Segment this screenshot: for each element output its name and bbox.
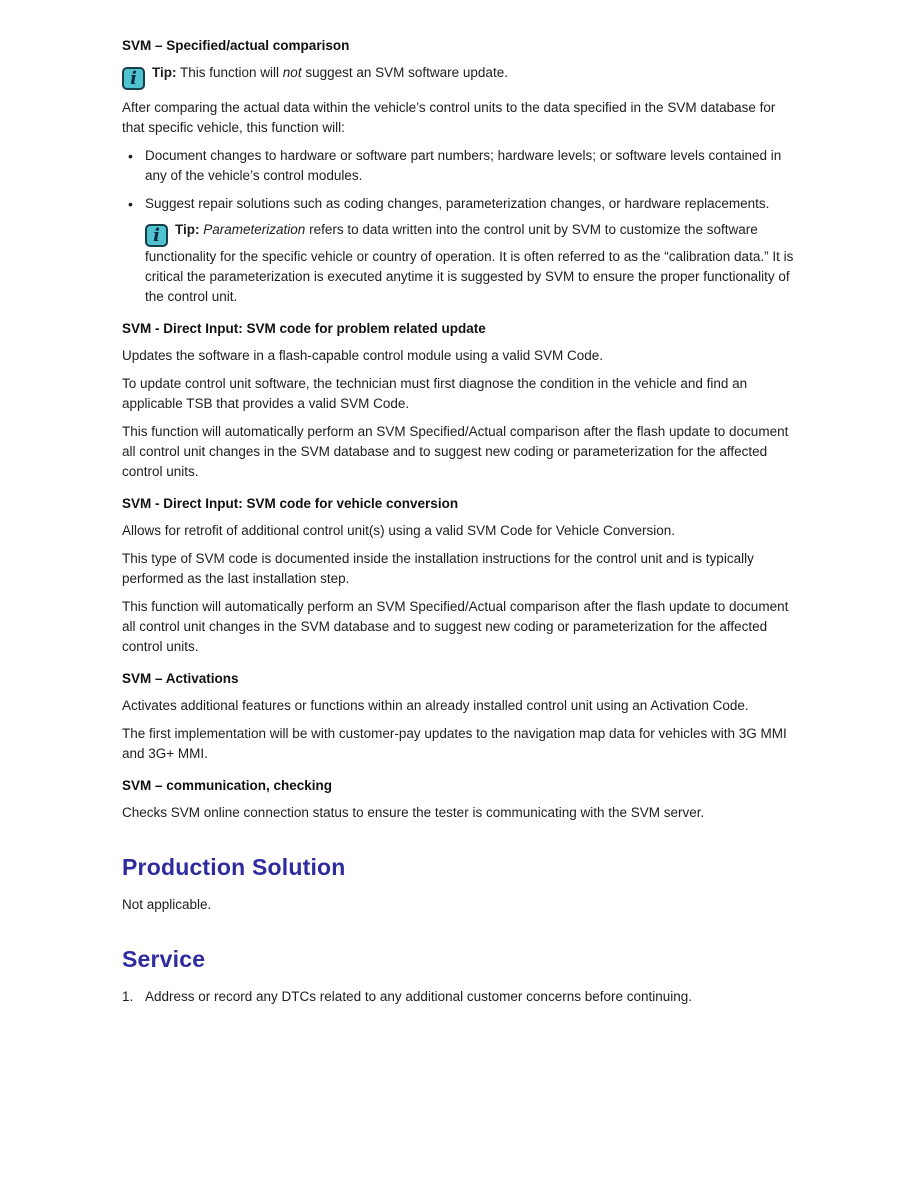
info-icon: i xyxy=(145,224,168,247)
heading-svm-activations: SVM – Activations xyxy=(122,671,239,686)
bullet-text: Suggest repair solutions such as coding changes, parameterization changes, or hardware replacements. xyxy=(145,196,770,211)
numbered-list-item xyxy=(122,987,795,1007)
paragraph: This function will automatically perform an SVM Specified/Actual comparison after the flash update to document all control unit changes in the SVM database and to suggest new coding or parameterization for the affected control units. xyxy=(122,424,789,479)
paragraph: Activates additional features or functions within an already installed control unit using an Activation Code. xyxy=(122,698,749,713)
paragraph: Updates the software in a flash-capable control module using a valid SVM Code. xyxy=(122,348,604,363)
tip-text-italic: Parameterization xyxy=(203,222,306,237)
tip-block-2 xyxy=(145,220,795,307)
heading-service: Service xyxy=(122,946,206,972)
heading-production-solution: Production Solution xyxy=(122,854,346,880)
paragraph: Allows for retrofit of additional control unit(s) using a valid SVM Code for Vehicle Conversion. xyxy=(122,523,676,538)
tip-block-1 xyxy=(122,63,795,90)
paragraph: The first implementation will be with customer-pay updates to the navigation map data for vehicles with 3G MMI and 3G+ MMI. xyxy=(122,726,787,761)
heading-svm-vehicle-conversion: SVM - Direct Input: SVM code for vehicle conversion xyxy=(122,496,459,511)
heading-svm-communication: SVM – communication, checking xyxy=(122,778,333,793)
heading-svm-specified-actual: SVM – Specified/actual comparison xyxy=(122,38,350,53)
tip-text: This function will xyxy=(176,65,283,80)
paragraph: This function will automatically perform an SVM Specified/Actual comparison after the flash update to document all control unit changes in the SVM database and to suggest new coding or parameterization for the affected control units. xyxy=(122,599,789,654)
bullet-list xyxy=(122,146,795,307)
paragraph-intro: After comparing the actual data within the vehicle’s control units to the data specified in the SVM database for that specific vehicle, this function will: xyxy=(122,100,776,135)
bullet-text: Document changes to hardware or software part numbers; hardware levels; or software levels contained in any of the vehicle’s control modules. xyxy=(145,148,782,183)
bullet-item xyxy=(122,146,795,186)
paragraph: This type of SVM code is documented inside the installation instructions for the control unit and is typically performed as the last installation step. xyxy=(122,551,754,586)
info-icon: i xyxy=(122,67,145,90)
tip-text: refers to data written into the control unit by SVM to customize the software functionality for the specific vehicle or country of operation. It is often referred to as the “calibration data.” It is critical the parameterization is executed anytime it is suggested by SVM to ensure the proper functionality of the control unit. xyxy=(145,222,794,304)
heading-svm-problem-update: SVM - Direct Input: SVM code for problem related update xyxy=(122,321,486,336)
tip-label: Tip: xyxy=(152,65,177,80)
tip-text: suggest an SVM software update. xyxy=(301,65,508,80)
bullet-item xyxy=(122,194,795,307)
tip-text-italic: not xyxy=(282,65,302,80)
paragraph: Checks SVM online connection status to ensure the tester is communicating with the SVM server. xyxy=(122,805,705,820)
list-item-text: Address or record any DTCs related to any additional customer concerns before continuing. xyxy=(145,989,693,1004)
paragraph: Not applicable. xyxy=(122,897,212,912)
paragraph: To update control unit software, the technician must first diagnose the condition in the vehicle and find an applicable TSB that provides a valid SVM Code. xyxy=(122,376,748,411)
tip-label: Tip: xyxy=(175,222,200,237)
list-item-number: 1. xyxy=(122,989,134,1004)
